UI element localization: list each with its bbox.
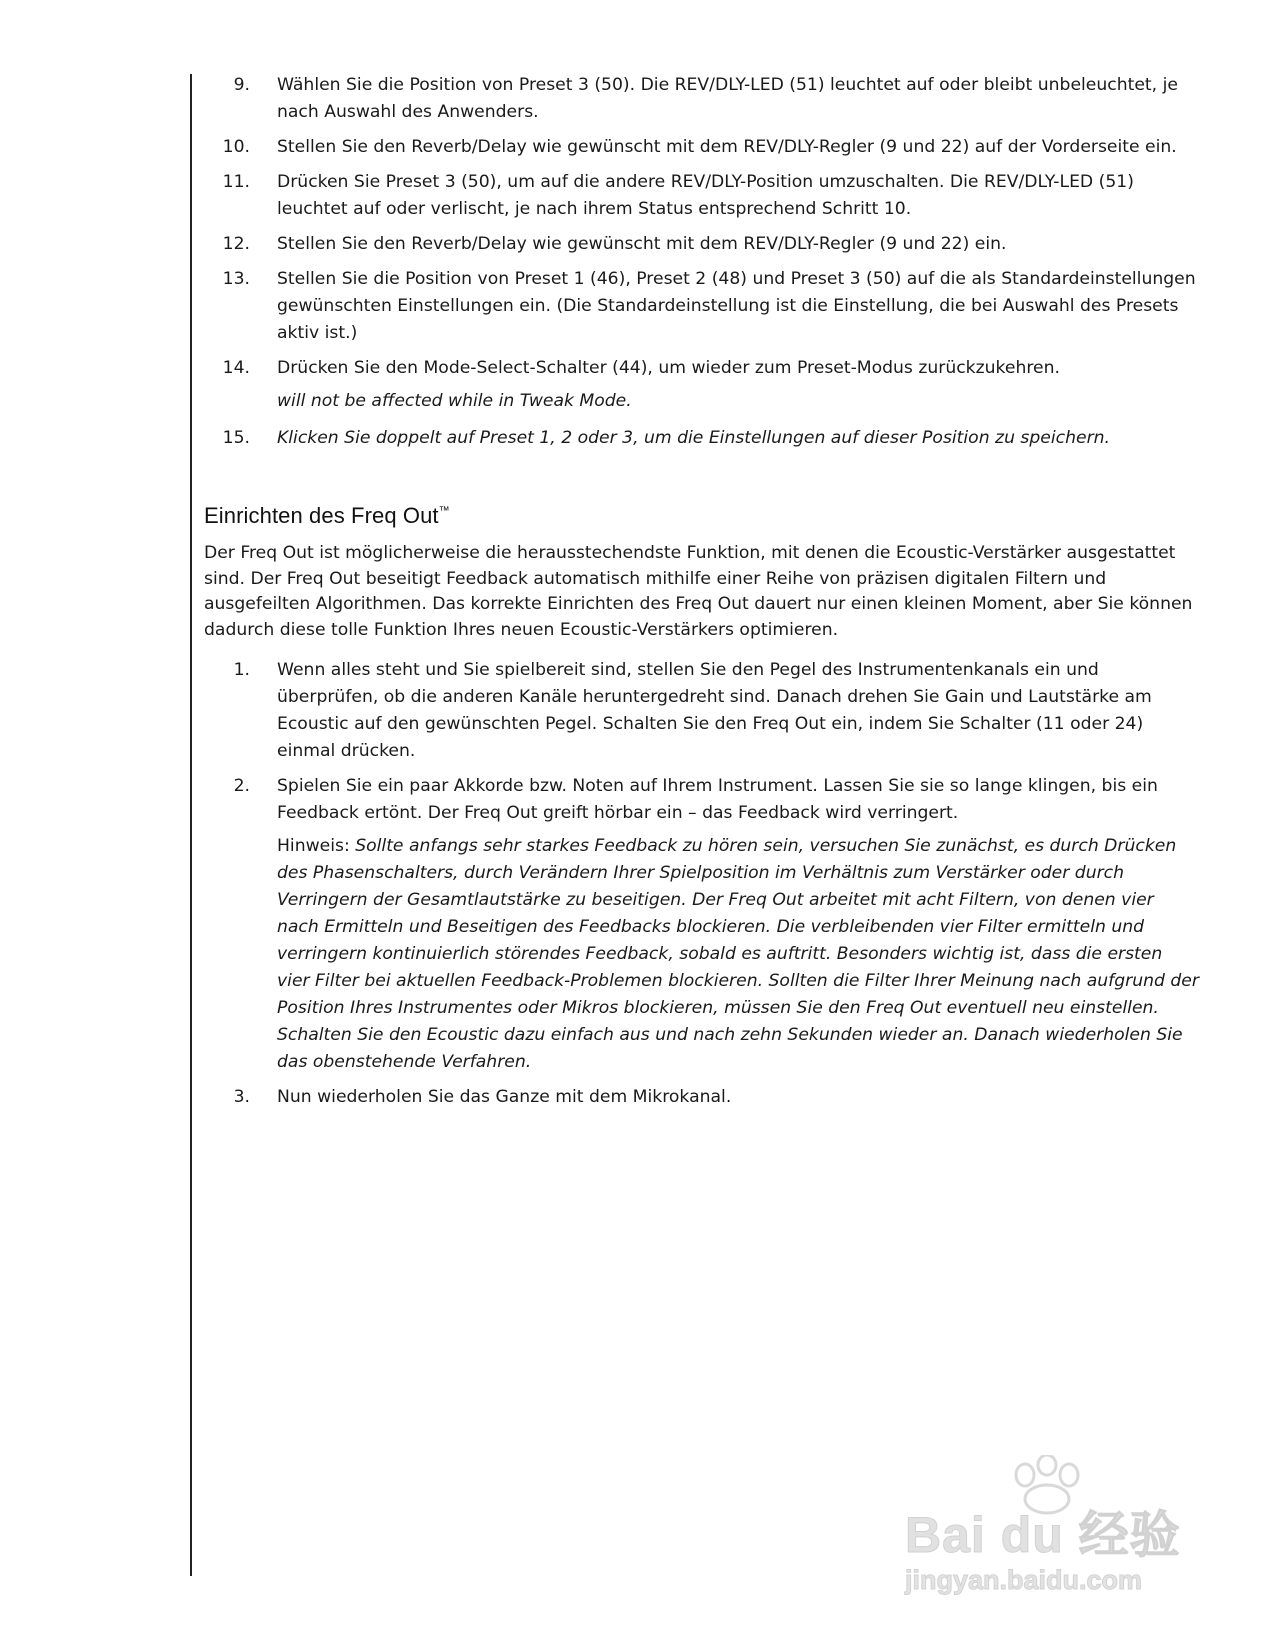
- section-intro: Der Freq Out ist möglicherweise die herausstechendste Funktion, mit denen die Ecoustic-Verstärker ausgestattet sind. Der Freq Out beseitigt Feedback automatisch mithilfe einer Reihe von präzisen digitalen Filtern und ausgefeilten Algorithmen. Das korrekte Einrichten des Freq Out dauert nur einen kleinen Moment, aber Sie können dadurch diese tolle Funktion Ihres neuen Ecoustic-Verstärkers optimieren.: [204, 543, 1193, 640]
- trademark-mark: ™: [438, 505, 450, 517]
- list-item: [200, 425, 1200, 452]
- step-number: 3.: [233, 1087, 250, 1107]
- list-item: [200, 134, 1200, 161]
- step-text: Drücken Sie den Mode-Select-Schalter (44), um wieder zum Preset-Modus zurückzukehren.: [277, 358, 1060, 378]
- baidu-watermark: [905, 1455, 1205, 1605]
- step-text: Stellen Sie den Reverb/Delay wie gewünscht mit dem REV/DLY-Regler (9 und 22) ein.: [277, 234, 1007, 254]
- list-item: [200, 231, 1200, 258]
- step-number: 12.: [222, 234, 250, 254]
- step-text: Spielen Sie ein paar Akkorde bzw. Noten auf Ihrem Instrument. Lassen Sie sie so lange klingen, bis ein Feedback ertönt. Der Freq Out greift hörbar ein – das Feedback wird verringert.: [277, 776, 1158, 823]
- list-item: [200, 355, 1200, 415]
- step-number: 10.: [222, 137, 250, 157]
- list-item: [200, 72, 1200, 126]
- step-number: 1.: [233, 660, 250, 680]
- list-item: [200, 266, 1200, 347]
- section-heading: [204, 503, 450, 529]
- note-label: Hinweis:: [277, 836, 350, 856]
- step-text: Stellen Sie den Reverb/Delay wie gewünscht mit dem REV/DLY-Regler (9 und 22) auf der Vorderseite ein.: [277, 137, 1177, 157]
- step-number: 2.: [233, 776, 250, 796]
- step-note: [277, 833, 1200, 1076]
- list-item: [200, 169, 1200, 223]
- step-number: 13.: [222, 269, 250, 289]
- step-text: Nun wiederholen Sie das Ganze mit dem Mikrokanal.: [277, 1087, 732, 1107]
- note-text: Sollte anfangs sehr starkes Feedback zu hören sein, versuchen Sie zunächst, es durch Drücken des Phasenschalters, durch Verändern Ihrer Spielposition im Verhältnis zum Verstärker oder durch Verringern der Gesamtlautstärke zu beseitigen. Der Freq Out arbeitet mit acht Filtern, von denen vier nach Ermitteln und Beseitigen des Feedbacks blockieren. Die verbleibenden vier Filter ermitteln und verringern kontinuierlich störendes Feedback, sobald es auftritt. Besonders wichtig ist, dass die ersten vier Filter bei aktuellen Feedback-Problemen blockieren. Sollten die Filter Ihrer Meinung nach aufgrund der Position Ihres Instrumentes oder Mikros blockieren, müssen Sie den Freq Out eventuell neu einstellen. Schalten Sie den Ecoustic dazu einfach aus und nach zehn Sekunden wieder an. Danach wiederholen Sie das obenstehende Verfahren.: [277, 836, 1199, 1072]
- watermark-brand: Bai du 经验: [905, 1507, 1181, 1563]
- step-number: 9.: [233, 75, 250, 95]
- step-number: 14.: [222, 358, 250, 378]
- step-text: Stellen Sie die Position von Preset 1 (46), Preset 2 (48) und Preset 3 (50) auf die als Standardeinstellungen gewünschten Einstellungen ein. (Die Standardeinstellung ist die Einstellung, die bei Auswahl des Presets aktiv ist.): [277, 269, 1196, 343]
- steps-list-bottom: [200, 657, 1200, 1119]
- step-number: 15.: [222, 428, 250, 448]
- list-item: [200, 1084, 1200, 1111]
- step-number: 11.: [222, 172, 250, 192]
- watermark-url: jingyan.baidu.com: [905, 1565, 1143, 1595]
- step-text: Wählen Sie die Position von Preset 3 (50). Die REV/DLY-LED (51) leuchtet auf oder bleibt unbeleuchtet, je nach Auswahl des Anwenders.: [277, 75, 1178, 122]
- list-item: [200, 657, 1200, 765]
- step-text: Drücken Sie Preset 3 (50), um auf die andere REV/DLY-Position umzuschalten. Die REV/DLY-LED (51) leuchtet auf oder verlischt, je nach ihrem Status entsprechend Schritt 10.: [277, 172, 1134, 219]
- step-text: Klicken Sie doppelt auf Preset 1, 2 oder 3, um die Einstellungen auf dieser Position zu speichern.: [277, 428, 1110, 448]
- step-note: will not be affected while in Tweak Mode.: [277, 391, 632, 411]
- left-margin-rule: [190, 74, 192, 1576]
- steps-list-top: [200, 72, 1200, 460]
- section-heading-text: Einrichten des Freq Out: [204, 503, 439, 528]
- step-text: Wenn alles steht und Sie spielbereit sind, stellen Sie den Pegel des Instrumentenkanals ein und überprüfen, ob die anderen Kanäle heruntergedreht sind. Danach drehen Sie Gain und Lautstärke am Ecoustic auf den gewünschten Pegel. Schalten Sie den Freq Out ein, indem Sie Schalter (11 oder 24) einmal drücken.: [277, 660, 1152, 761]
- list-item: [200, 773, 1200, 1076]
